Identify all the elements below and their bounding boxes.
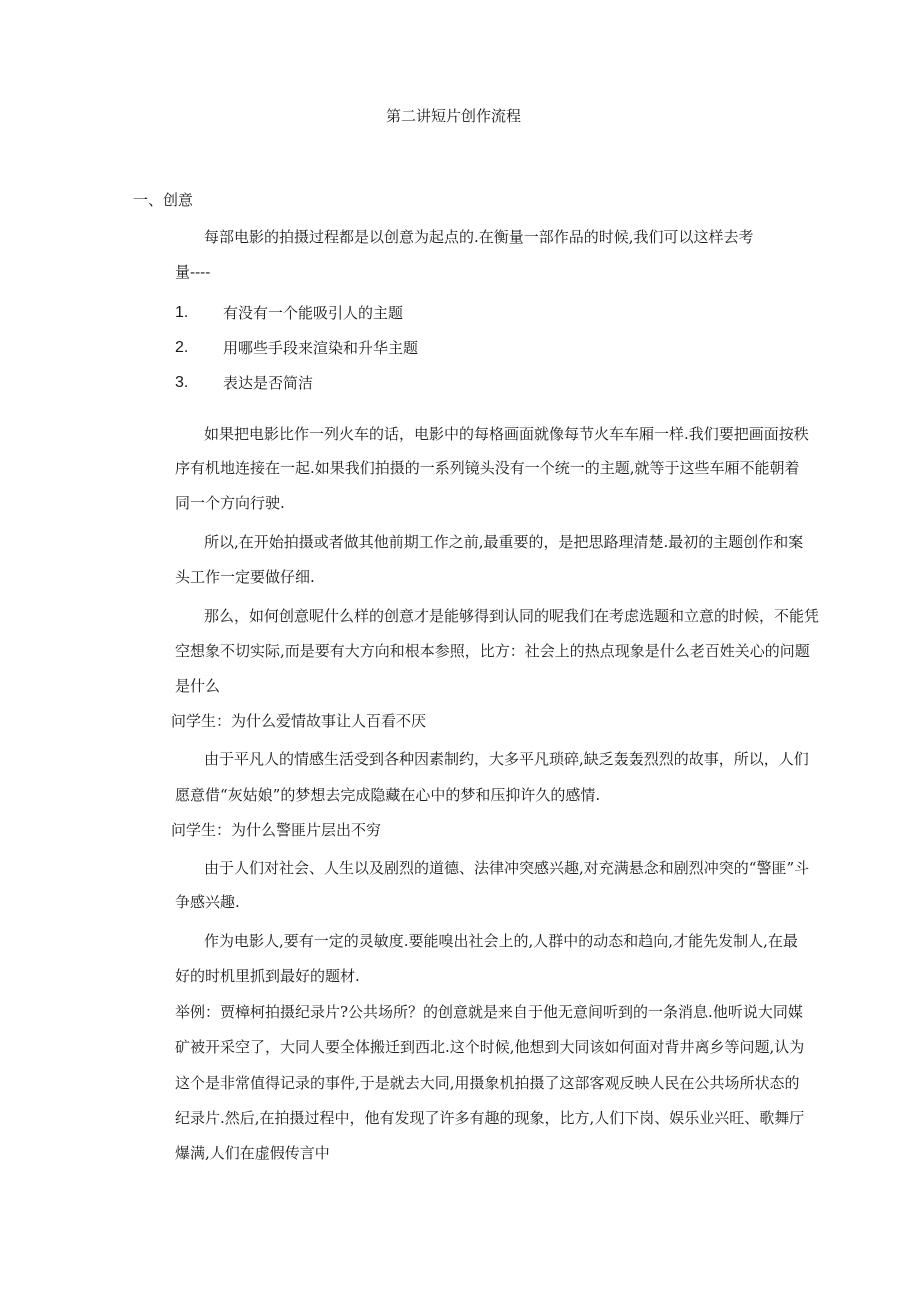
question-love-stories: 问学生：为什么爱情故事让人百看不厌: [171, 712, 427, 730]
list-item-text: 有没有一个能吸引人的主题: [223, 304, 404, 322]
intro-line-2: 量----: [175, 263, 211, 281]
paragraph-line: 好的时机里抓到最好的题材.: [175, 967, 360, 985]
paragraph-line: 矿被开采空了，大同人要全体搬迁到西北.这个时候,他想到大同该如何面对背井离乡等问题,认为: [175, 1038, 805, 1056]
paragraph-line: 由于人们对社会、人生以及剧烈的道德、法律冲突感兴趣,对充满悬念和剧烈冲突的“警匪”斗: [204, 859, 810, 877]
section-heading-creativity: 一、创意: [133, 191, 194, 209]
question-police-films: 问学生：为什么警匪片层出不穷: [171, 821, 382, 839]
paragraph-line: 纪录片.然后,在拍摄过程中，他有发现了许多有趣的现象，比方,人们下岗、娱乐业兴旺、歌舞厅: [175, 1109, 805, 1127]
paragraph-line: 举例：贾樟柯拍摄纪录片?公共场所？的创意就是来自于他无意间听到的一条消息.他听说大同媒: [175, 1003, 803, 1021]
paragraph-line: 爆满,人们在虚假传言中: [175, 1144, 330, 1162]
paragraph-line: 由于平凡人的情感生活受到各种因素制约，大多平凡琐碎,缺乏轰轰烈烈的故事，所以，人们: [204, 750, 809, 768]
paragraph-line: 争感兴趣.: [175, 893, 240, 911]
paragraph-line: 头工作一定要做仔细.: [175, 568, 315, 586]
list-item-text: 表达是否简洁: [223, 374, 314, 392]
paragraph-line: 是什么: [175, 677, 221, 695]
list-item-number: 3.: [175, 374, 189, 391]
intro-line-1: 每部电影的拍摄过程都是以创意为起点的.在衡量一部作品的时候,我们可以这样去考: [204, 228, 754, 246]
paragraph-line: 如果把电影比作一列火车的话，电影中的每格画面就像每节火车车厢一样.我们要把画面按秩: [204, 425, 809, 443]
paragraph-line: 空想象不切实际,而是要有大方向和根本参照，比方：社会上的热点现象是什么老百姓关心的问题: [175, 642, 810, 660]
paragraph-line: 序有机地连接在一起.如果我们拍摄的一系列镜头没有一个统一的主题,就等于这些车厢不能朝着: [175, 459, 800, 477]
list-item-number: 1.: [175, 304, 189, 321]
paragraph-line: 所以,在开始拍摄或者做其他前期工作之前,最重要的，是把思路理清楚.最初的主题创作和案: [204, 533, 804, 551]
paragraph-line: 愿意借“灰姑娘”的梦想去完成隐藏在心中的梦和压抑许久的感情.: [175, 786, 601, 804]
list-item-text: 用哪些手段来渲染和升华主题: [223, 339, 419, 357]
paragraph-line: 作为电影人,要有一定的灵敏度.要能嗅出社会上的,人群中的动态和趋向,才能先发制人,在最: [204, 932, 798, 950]
paragraph-line: 那么，如何创意呢什么样的创意才是能够得到认同的呢我们在考虑选题和立意的时候，不能凭: [204, 607, 820, 625]
page-title: 第二讲短片创作流程: [386, 107, 522, 125]
paragraph-line: 这个是非常值得记录的事件,于是就去大同,用摄象机拍摄了这部客观反映人民在公共场所状态的: [175, 1074, 800, 1092]
list-item-number: 2.: [175, 339, 189, 356]
paragraph-line: 同一个方向行驶.: [175, 494, 285, 512]
